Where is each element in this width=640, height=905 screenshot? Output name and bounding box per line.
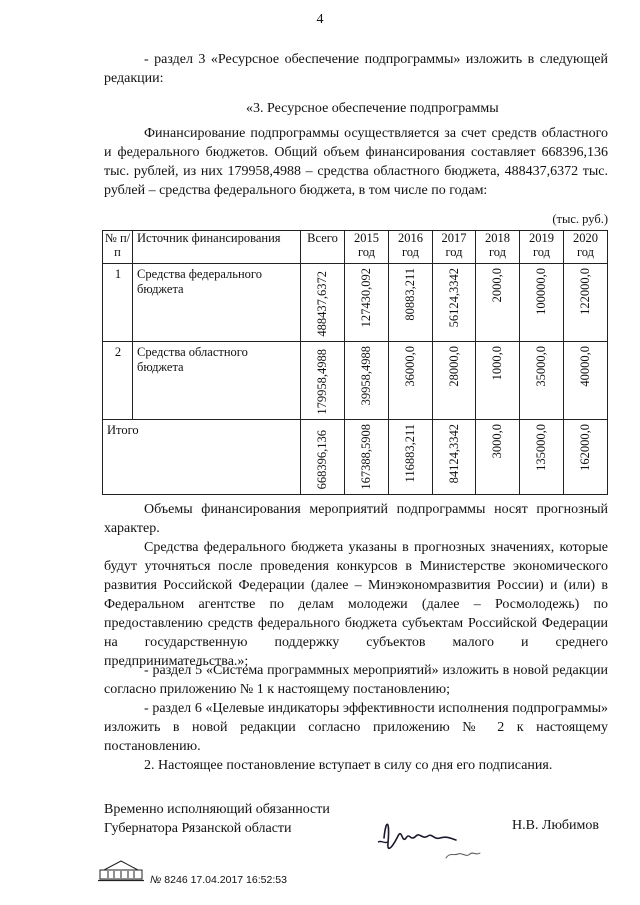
handwritten-signature xyxy=(376,798,506,878)
cell-value: 135000,0 xyxy=(534,424,548,471)
cell-value: 39958,4988 xyxy=(359,346,373,406)
cell-value: 28000,0 xyxy=(446,346,461,387)
paragraph-section5: - раздел 5 «Система программных мероприятий» изложить в новой редакции согласно приложению № 1 к настоящему постановлению; xyxy=(104,663,608,697)
cell-value: 116883,211 xyxy=(403,424,417,483)
paragraph-federal-funds: Средства федерального бюджета указаны в прогнозных значениях, которые будут уточняться после проведения конкурсов в Министерстве экономического развития Российской Федерации (далее – Минэкономразвития России) и (или) в Федеральном агентстве по делам молодежи (далее – Росмолодежь) по предоставлению средств федерального бюджета субъектам Российской Федерации на государственную поддержку субъектов малого и среднего предпринимательства.»; xyxy=(104,540,608,669)
row-total-value: 488437,6372 xyxy=(315,271,329,337)
cell-value: 1000,0 xyxy=(490,346,504,381)
row-source: Средства областного бюджета xyxy=(133,342,301,420)
paragraph-forecast: Объемы финансирования мероприятий подпрограммы носят прогнозный характер. xyxy=(104,502,608,536)
header-source: Источник финансирования xyxy=(133,231,301,264)
table-total-row xyxy=(103,420,608,495)
row-total-value: 179958,4988 xyxy=(315,349,329,415)
doc-number: 8246 xyxy=(164,874,188,886)
paragraph-financing: Финансирование подпрограммы осуществляется за счет средств областного и федерального бюджетов. Общий объем финансирования составляет 668396,136 тыс. рублей, из них 179958,4988 – средства областного бюджета, 488437,6372 тыс. рублей – средства федерального бюджета, в том числе по годам: xyxy=(104,126,608,198)
paragraph-section3-intro: - раздел 3 «Ресурсное обеспечение подпрограммы» изложить в следующей редакции: xyxy=(104,52,608,86)
section-title: «3. Ресурсное обеспечение подпрограммы xyxy=(246,101,499,116)
row-value xyxy=(433,342,476,420)
cell-value: 167388,5908 xyxy=(359,424,373,490)
units-label: (тыс. руб.) xyxy=(552,212,608,226)
total-sum xyxy=(301,420,345,495)
header-year-2015: 2015 год xyxy=(345,231,389,264)
header-year-2017: 2017 год xyxy=(433,231,476,264)
row-value xyxy=(433,264,476,342)
row-value xyxy=(520,264,564,342)
doc-datetime: 17.04.2017 16:52:53 xyxy=(190,874,287,886)
header-num: № п/п xyxy=(103,231,133,264)
position-line-1: Временно исполняющий обязанности xyxy=(104,802,330,817)
total-value xyxy=(433,420,476,495)
row-value xyxy=(520,342,564,420)
position-line-2: Губернатора Рязанской области xyxy=(104,821,292,836)
cell-value: 36000,0 xyxy=(403,346,417,387)
total-value xyxy=(389,420,433,495)
header-total: Всего xyxy=(301,231,345,264)
total-value xyxy=(520,420,564,495)
row-total xyxy=(301,342,345,420)
cell-value: 127430,092 xyxy=(359,268,373,328)
row-num: 1 xyxy=(103,264,133,342)
total-sum-value: 668396,136 xyxy=(315,430,329,490)
financing-table xyxy=(102,230,608,495)
cell-value: 2000,0 xyxy=(490,268,504,303)
cell-value: 56124,3342 xyxy=(446,268,461,328)
header-year-2018: 2018 год xyxy=(476,231,520,264)
cell-value: 162000,0 xyxy=(578,424,592,471)
row-num: 2 xyxy=(103,342,133,420)
signatory-name: Н.В. Любимов xyxy=(512,818,599,833)
building-emblem-icon xyxy=(98,858,144,882)
cell-value: 35000,0 xyxy=(534,346,548,387)
row-value xyxy=(345,264,389,342)
table-row xyxy=(103,264,608,342)
paragraph-effective-date: 2. Настоящее постановление вступает в силу со дня его подписания. xyxy=(144,758,553,773)
cell-value: 40000,0 xyxy=(578,346,592,387)
cell-value: 84124,3342 xyxy=(446,424,461,484)
row-total xyxy=(301,264,345,342)
table-header-row xyxy=(103,231,608,264)
cell-value: 100000,0 xyxy=(534,268,548,315)
header-year-2020: 2020 год xyxy=(564,231,608,264)
total-value xyxy=(345,420,389,495)
total-label: Итого xyxy=(103,420,301,495)
cell-value: 3000,0 xyxy=(490,424,504,459)
paragraph-section6: - раздел 6 «Целевые индикаторы эффективности исполнения подпрограммы» изложить в новой редакции согласно приложению № 2 к настоящему постановлению. xyxy=(104,701,608,754)
table-row xyxy=(103,342,608,420)
row-value xyxy=(389,264,433,342)
row-value xyxy=(564,342,608,420)
row-value xyxy=(564,264,608,342)
cell-value: 80883,211 xyxy=(403,268,417,321)
row-value xyxy=(476,342,520,420)
page-number: 4 xyxy=(316,12,324,27)
row-source: Средства федерального бюджета xyxy=(133,264,301,342)
header-year-2016: 2016 год xyxy=(389,231,433,264)
cell-value: 122000,0 xyxy=(578,268,592,315)
header-year-2019: 2019 год xyxy=(520,231,564,264)
doc-number-symbol: № xyxy=(150,874,162,886)
total-value xyxy=(564,420,608,495)
row-value xyxy=(389,342,433,420)
total-value xyxy=(476,420,520,495)
row-value xyxy=(345,342,389,420)
signatory-position xyxy=(104,800,330,838)
document-footer xyxy=(150,874,287,886)
row-value xyxy=(476,264,520,342)
